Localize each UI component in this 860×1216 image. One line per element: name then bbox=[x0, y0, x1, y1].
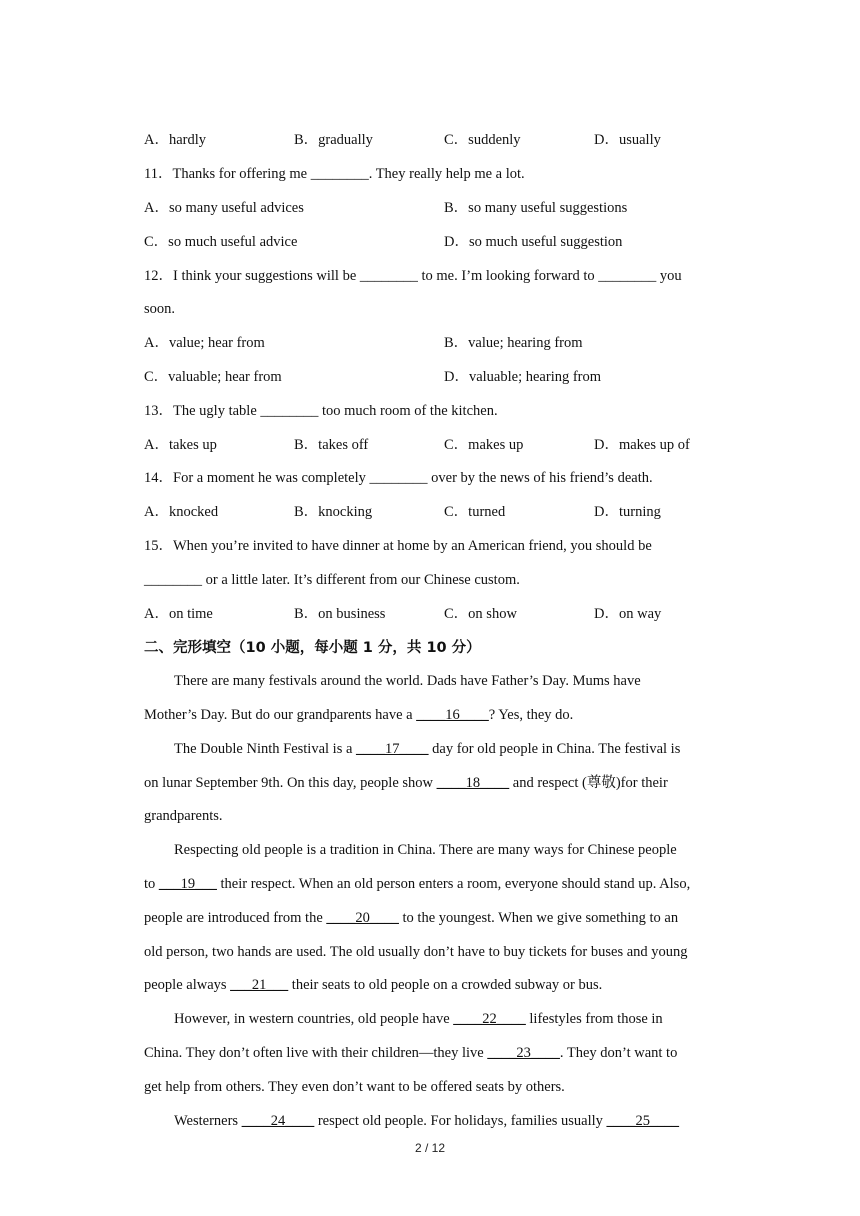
q13-option-b: B．takes off bbox=[294, 437, 369, 453]
passage-p3-line2 bbox=[144, 874, 690, 894]
text-fragment: respect old people. For holidays, families usually bbox=[314, 1113, 607, 1129]
q12-option-c: C．valuable; hear from bbox=[144, 369, 282, 385]
q10-option-c: C．suddenly bbox=[444, 132, 521, 148]
blank-23: ____23____ bbox=[487, 1045, 560, 1061]
text-fragment: day for old people in China. The festival is bbox=[428, 741, 681, 757]
blank-17: ____17____ bbox=[356, 741, 429, 757]
q14-option-d: D．turning bbox=[594, 504, 661, 520]
text-fragment: to bbox=[144, 876, 159, 892]
passage-p2-line2 bbox=[144, 773, 668, 793]
q11-option-c: C．so much useful advice bbox=[144, 234, 298, 250]
q13-stem: 13．The ugly table ________ too much room of the kitchen. bbox=[144, 403, 498, 419]
passage-p1-line2 bbox=[144, 705, 573, 725]
blank-21: ___21___ bbox=[230, 977, 289, 993]
text-fragment: However, in western countries, old people have bbox=[174, 1011, 454, 1027]
blank-16: ____16____ bbox=[416, 707, 489, 723]
q15-stem-line2: ________ or a little later. It’s different from our Chinese custom. bbox=[144, 572, 520, 588]
q11-option-d: D．so much useful suggestion bbox=[444, 234, 623, 250]
text-fragment: people are introduced from the bbox=[144, 910, 327, 926]
q11-option-b: B．so many useful suggestions bbox=[444, 200, 628, 216]
q12-option-d: D．valuable; hearing from bbox=[444, 369, 602, 385]
blank-20: ____20____ bbox=[326, 910, 399, 926]
blank-22: ____22____ bbox=[453, 1011, 526, 1027]
q13-option-c: C．makes up bbox=[444, 437, 524, 453]
text-fragment: their respect. When an old person enters a room, everyone should stand up. Also, bbox=[216, 876, 691, 892]
q15-option-d: D．on way bbox=[594, 606, 662, 622]
text-fragment: Westerners bbox=[174, 1113, 242, 1129]
q15-option-c: C．on show bbox=[444, 606, 517, 622]
text-fragment: The Double Ninth Festival is a bbox=[174, 741, 357, 757]
q11-stem: 11．Thanks for offering me ________. They really help me a lot. bbox=[144, 166, 525, 182]
q14-option-c: C．turned bbox=[444, 504, 506, 520]
q12-stem-line2: soon. bbox=[144, 301, 176, 317]
q10-option-a: A．hardly bbox=[144, 132, 207, 148]
q14-option-a: A．knocked bbox=[144, 504, 219, 520]
q11-option-a: A．so many useful advices bbox=[144, 200, 304, 216]
section-heading: 二、完形填空（10 小题，每小题 1 分，共 10 分） bbox=[144, 640, 481, 656]
text-fragment: ? Yes, they do. bbox=[488, 707, 574, 723]
blank-18: ____18____ bbox=[436, 775, 510, 791]
text-fragment: their seats to old people on a crowded subway or bus. bbox=[288, 977, 603, 993]
passage-p4-line3: get help from others. They even don’t want to be offered seats by others. bbox=[144, 1079, 565, 1095]
q10-option-b: B．gradually bbox=[294, 132, 373, 148]
page-number: 2 / 12 bbox=[414, 1141, 446, 1155]
passage-p2-line1 bbox=[174, 739, 680, 759]
text-fragment: China. They don’t often live with their children—they live bbox=[144, 1045, 488, 1061]
passage-p5-line1 bbox=[174, 1111, 679, 1131]
q14-stem: 14．For a moment he was completely ________ over by the news of his friend’s death. bbox=[144, 470, 653, 486]
passage-p4-line2 bbox=[144, 1043, 677, 1063]
text-fragment: Mother’s Day. But do our grandparents have a bbox=[144, 707, 417, 723]
passage-p3-line1: Respecting old people is a tradition in China. There are many ways for Chinese people bbox=[174, 842, 677, 858]
blank-24: ____24____ bbox=[241, 1113, 315, 1129]
text-fragment: lifestyles from those in bbox=[525, 1011, 663, 1027]
text-fragment: to the youngest. When we give something to an bbox=[398, 910, 679, 926]
passage-p3-line5 bbox=[144, 975, 602, 995]
passage-p2-line3: grandparents. bbox=[144, 808, 223, 824]
q15-option-a: A．on time bbox=[144, 606, 213, 622]
q12-option-a: A．value; hear from bbox=[144, 335, 265, 351]
passage-p4-line1 bbox=[174, 1009, 663, 1029]
q14-option-b: B．knocking bbox=[294, 504, 373, 520]
blank-25: ____25____ bbox=[606, 1113, 680, 1129]
q10-option-d: D．usually bbox=[594, 132, 661, 148]
q15-stem-line1: 15．When you’re invited to have dinner at home by an American friend, you should be bbox=[144, 538, 652, 554]
text-fragment: . They don’t want to bbox=[559, 1045, 678, 1061]
q12-stem-line1: 12．I think your suggestions will be ________ to me. I’m looking forward to ________ you bbox=[144, 268, 682, 284]
passage-p3-line3 bbox=[144, 908, 678, 928]
q12-option-b: B．value; hearing from bbox=[444, 335, 583, 351]
blank-19: ___19___ bbox=[158, 876, 217, 892]
text-fragment: on lunar September 9th. On this day, people show bbox=[144, 775, 437, 791]
q13-option-d: D．makes up of bbox=[594, 437, 690, 453]
passage-p3-line4: old person, two hands are used. The old usually don’t have to buy tickets for buses and young bbox=[144, 944, 688, 960]
q13-option-a: A．takes up bbox=[144, 437, 217, 453]
q15-option-b: B．on business bbox=[294, 606, 386, 622]
text-fragment: people always bbox=[144, 977, 231, 993]
passage-p1-line1: There are many festivals around the world. Dads have Father’s Day. Mums have bbox=[174, 673, 641, 689]
text-fragment: and respect (尊敬)for their bbox=[509, 775, 668, 791]
